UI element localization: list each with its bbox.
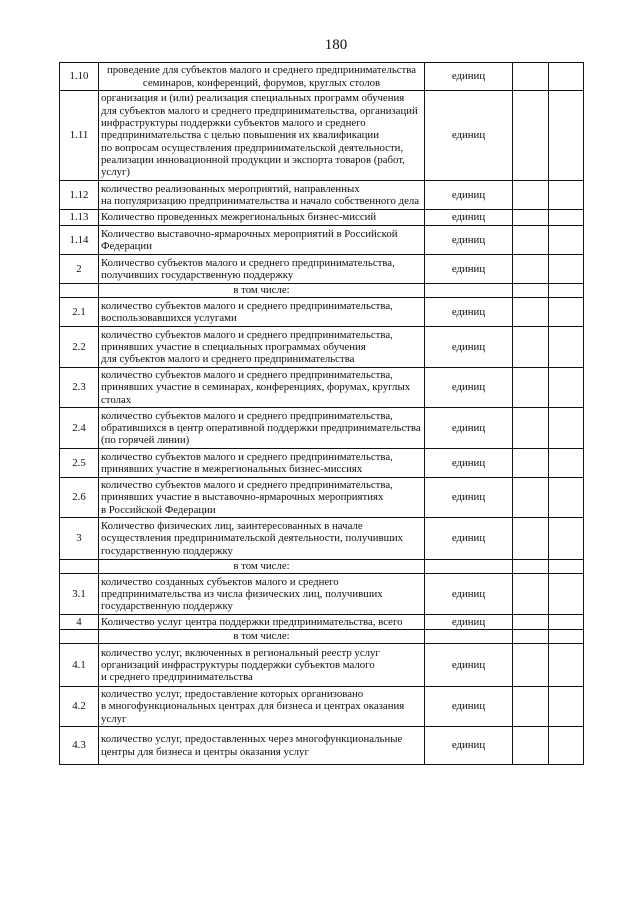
description-line: получивших государственную поддержку: [101, 269, 294, 281]
value-cell-2: [549, 615, 584, 630]
row-description-cell: [99, 210, 425, 226]
table-row: [60, 368, 584, 408]
row-number-cell: 2.6: [60, 478, 99, 518]
row-unit-cell: единиц: [425, 615, 513, 630]
description-line: обратившихся в центр оперативной поддержки предпринимательства: [101, 421, 421, 434]
row-description-cell: [99, 478, 425, 518]
value-cell-1: [513, 91, 549, 181]
row-unit-cell: [425, 284, 513, 298]
description-line: (по горячей линии): [101, 434, 190, 447]
value-cell-1: [513, 518, 549, 560]
row-description-cell: [99, 181, 425, 210]
description-line: количество субъектов малого и среднего предпринимательства,: [101, 299, 393, 312]
description-line: принявших участие в специальных программах обучения: [101, 340, 366, 353]
row-description-cell: [99, 615, 425, 630]
table-row: [60, 518, 584, 560]
row-unit-cell: единиц: [425, 644, 513, 687]
row-unit-cell: единиц: [425, 574, 513, 615]
value-cell-1: [513, 181, 549, 210]
description-line: центры для бизнеса и центры оказания услуг: [101, 745, 309, 758]
row-unit-cell: единиц: [425, 478, 513, 518]
row-number-cell: 4.2: [60, 687, 99, 727]
row-number-cell: 1.10: [60, 63, 99, 91]
subheader-cell: [99, 284, 425, 298]
description-line: количество субъектов малого и среднего предпринимательства,: [101, 409, 393, 422]
description-line: предпринимательства из числа физических лиц, получивших: [101, 587, 383, 600]
description-line: в Российской Федерации: [101, 503, 216, 516]
row-unit-cell: единиц: [425, 91, 513, 181]
row-number-cell: 4.1: [60, 644, 99, 687]
value-cell-2: [549, 226, 584, 255]
description-line: и среднего предпринимательства: [101, 671, 253, 684]
description-line: на популяризацию предпринимательства и начало собственного дела: [101, 195, 420, 207]
row-description-cell: [99, 63, 425, 91]
value-cell-1: [513, 368, 549, 408]
row-number-cell: [60, 560, 99, 574]
description-line: предпринимательства с целью повышения их квалификации: [101, 129, 379, 142]
table-row: [60, 574, 584, 615]
row-unit-cell: единиц: [425, 687, 513, 727]
row-unit-cell: единиц: [425, 210, 513, 226]
row-description-cell: [99, 449, 425, 478]
description-line: количество субъектов малого и среднего предпринимательства,: [101, 450, 393, 463]
value-cell-2: [549, 644, 584, 687]
table-row: [60, 687, 584, 727]
value-cell-2: [549, 327, 584, 368]
value-cell-1: [513, 226, 549, 255]
value-cell-1: [513, 687, 549, 727]
row-description-cell: [99, 255, 425, 284]
value-cell-2: [549, 181, 584, 210]
row-unit-cell: [425, 560, 513, 574]
table-row: [60, 91, 584, 181]
value-cell-2: [549, 727, 584, 765]
value-cell-1: [513, 298, 549, 327]
row-unit-cell: единиц: [425, 298, 513, 327]
row-unit-cell: единиц: [425, 327, 513, 368]
subheader-text: в том числе:: [233, 560, 290, 573]
row-number-cell: 2.1: [60, 298, 99, 327]
description-line: в многофункциональных центрах для бизнеса и центрах оказания: [101, 700, 405, 713]
value-cell-1: [513, 210, 549, 226]
row-number-cell: 2.3: [60, 368, 99, 408]
description-line: реализации инновационной продукции и экспорта товаров (работ,: [101, 153, 405, 166]
value-cell-2: [549, 560, 584, 574]
value-cell-1: [513, 408, 549, 449]
description-line: столах: [101, 393, 132, 406]
description-line: количество субъектов малого и среднего предпринимательства,: [101, 369, 393, 382]
value-cell-1: [513, 478, 549, 518]
row-number-cell: 1.11: [60, 91, 99, 181]
value-cell-2: [549, 449, 584, 478]
value-cell-1: [513, 255, 549, 284]
value-cell-2: [549, 210, 584, 226]
description-line: по вопросам осуществления предпринимательской деятельности,: [101, 141, 404, 154]
description-line: принявших участие в семинарах, конференциях, форумах, круглых: [101, 381, 411, 394]
value-cell-2: [549, 368, 584, 408]
table-row: [60, 615, 584, 630]
description-line: Количество услуг центра поддержки предпринимательства, всего: [101, 615, 403, 628]
row-description-cell: [99, 298, 425, 327]
table-row: [60, 181, 584, 210]
row-description-cell: [99, 644, 425, 687]
row-description-cell: [99, 91, 425, 181]
value-cell-1: [513, 615, 549, 630]
table-row: [60, 327, 584, 368]
row-description-cell: [99, 574, 425, 615]
row-unit-cell: единиц: [425, 181, 513, 210]
row-number-cell: 1.12: [60, 181, 99, 210]
table-row: [60, 210, 584, 226]
value-cell-2: [549, 408, 584, 449]
row-number-cell: 3: [60, 518, 99, 560]
table-row: [60, 478, 584, 518]
row-number-cell: 2.2: [60, 327, 99, 368]
row-description-cell: [99, 226, 425, 255]
subheader-cell: [99, 630, 425, 644]
table-row: [60, 298, 584, 327]
row-unit-cell: единиц: [425, 518, 513, 560]
row-unit-cell: [425, 630, 513, 644]
row-number-cell: [60, 284, 99, 298]
description-line: организация и (или) реализация специальных программ обучения: [101, 92, 405, 105]
value-cell-2: [549, 574, 584, 615]
table-row: [60, 63, 584, 91]
table-body: [60, 63, 584, 765]
value-cell-2: [549, 687, 584, 727]
value-cell-1: [513, 630, 549, 644]
row-unit-cell: единиц: [425, 226, 513, 255]
value-cell-2: [549, 284, 584, 298]
row-number-cell: [60, 630, 99, 644]
description-line: услуг): [101, 166, 131, 179]
row-number-cell: 1.13: [60, 210, 99, 226]
description-line: количество субъектов малого и среднего предпринимательства,: [101, 328, 393, 341]
description-line: для субъектов малого и среднего предпринимательства, организаций: [101, 104, 418, 117]
row-unit-cell: единиц: [425, 368, 513, 408]
description-line: количество реализованных мероприятий, направленных: [101, 182, 360, 195]
value-cell-2: [549, 91, 584, 181]
description-line: количество услуг, включенных в региональный реестр услуг: [101, 646, 380, 659]
description-line: услуг: [101, 712, 127, 725]
value-cell-2: [549, 255, 584, 284]
value-cell-2: [549, 298, 584, 327]
value-cell-1: [513, 284, 549, 298]
subheader-cell: [99, 560, 425, 574]
value-cell-1: [513, 449, 549, 478]
value-cell-1: [513, 574, 549, 615]
row-number-cell: 4: [60, 615, 99, 630]
description-line: количество услуг, предоставленных через многофункциональные: [101, 733, 403, 746]
description-line: Количество выставочно-ярмарочных мероприятий в Российской: [101, 227, 398, 240]
subheader-row: [60, 560, 584, 574]
description-line: Количество проведенных межрегиональных бизнес-миссий: [101, 211, 377, 224]
indicators-table: [59, 62, 584, 765]
row-number-cell: 2: [60, 255, 99, 284]
row-description-cell: [99, 327, 425, 368]
row-unit-cell: единиц: [425, 408, 513, 449]
description-line: осуществления предпринимательской деятельности, получивших: [101, 532, 404, 545]
value-cell-1: [513, 327, 549, 368]
description-line: для субъектов малого и среднего предпринимательства: [101, 353, 355, 366]
row-number-cell: 2.5: [60, 449, 99, 478]
row-number-cell: 3.1: [60, 574, 99, 615]
description-line: количество созданных субъектов малого и среднего: [101, 575, 339, 588]
row-number-cell: 4.3: [60, 727, 99, 765]
description-line: принявших участие в межрегиональных бизнес-миссиях: [101, 463, 363, 475]
value-cell-2: [549, 478, 584, 518]
subheader-row: [60, 630, 584, 644]
value-cell-1: [513, 727, 549, 765]
table-row: [60, 255, 584, 284]
description-line: инфраструктуры поддержки субъектов малого и среднего: [101, 117, 366, 130]
row-unit-cell: единиц: [425, 449, 513, 478]
value-cell-2: [549, 518, 584, 560]
value-cell-1: [513, 63, 549, 91]
description-line: проведение для субъектов малого и среднего предпринимательства: [106, 64, 417, 77]
table-row: [60, 226, 584, 255]
value-cell-1: [513, 644, 549, 687]
description-line: принявших участие в выставочно-ярмарочных мероприятиях: [101, 491, 384, 504]
row-unit-cell: единиц: [425, 63, 513, 91]
subheader-text: в том числе:: [233, 284, 290, 297]
row-description-cell: [99, 408, 425, 449]
value-cell-2: [549, 63, 584, 91]
subheader-row: [60, 284, 584, 298]
description-line: воспользовавшихся услугами: [101, 312, 237, 324]
subheader-text: в том числе:: [233, 630, 290, 643]
table-row: [60, 644, 584, 687]
description-line: Количество физических лиц, заинтересованных в начале: [101, 520, 363, 533]
page-number: 180: [324, 37, 348, 53]
description-line: Количество субъектов малого и среднего предпринимательства,: [101, 256, 395, 269]
description-line: количество услуг, предоставление которых организовано: [101, 688, 364, 701]
description-line: Федерации: [101, 240, 152, 252]
row-description-cell: [99, 727, 425, 765]
value-cell-1: [513, 560, 549, 574]
row-description-cell: [99, 687, 425, 727]
row-description-cell: [99, 518, 425, 560]
table-row: [60, 727, 584, 765]
description-line: семинаров, конференций, форумов, круглых столов: [142, 76, 381, 89]
description-line: организаций инфраструктуры поддержки субъектов малого: [101, 658, 375, 671]
description-line: количество субъектов малого и среднего предпринимательства,: [101, 479, 393, 492]
row-description-cell: [99, 368, 425, 408]
row-unit-cell: единиц: [425, 727, 513, 765]
description-line: государственную поддержку: [101, 600, 233, 613]
row-unit-cell: единиц: [425, 255, 513, 284]
table-row: [60, 449, 584, 478]
description-line: государственную поддержку: [101, 544, 233, 557]
row-number-cell: 2.4: [60, 408, 99, 449]
row-number-cell: 1.14: [60, 226, 99, 255]
table-row: [60, 408, 584, 449]
value-cell-2: [549, 630, 584, 644]
